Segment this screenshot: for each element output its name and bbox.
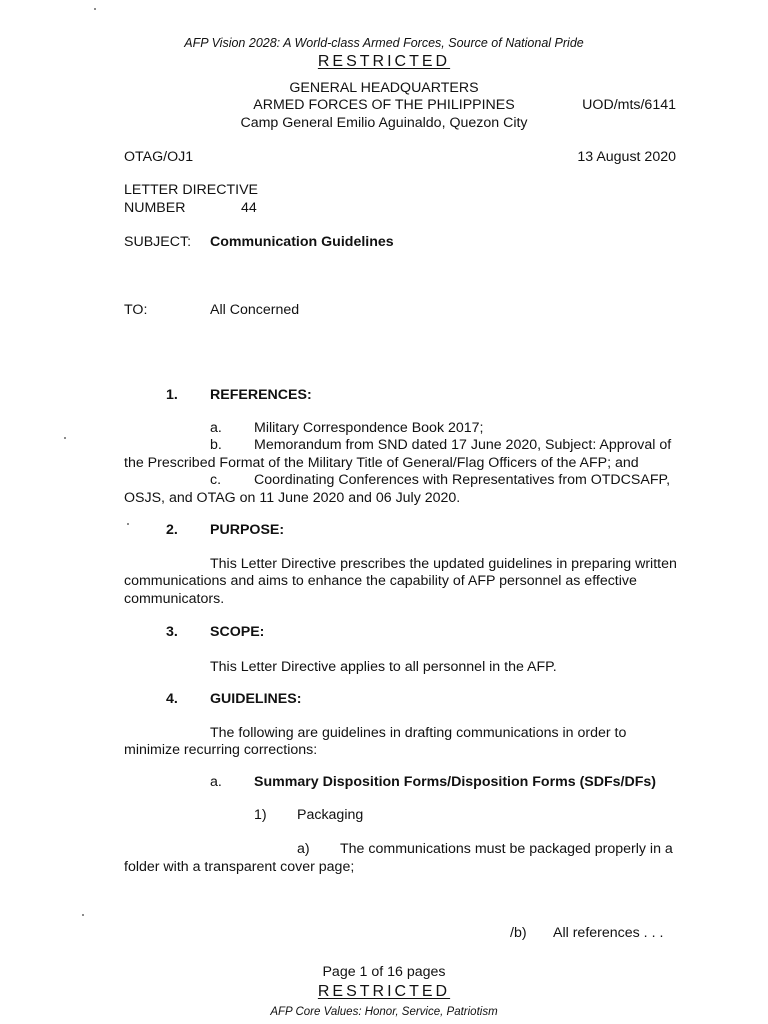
item-a-continuation: folder with a transparent cover page; — [124, 859, 355, 875]
item-1-label: 1) — [254, 807, 267, 823]
purpose-line-2: communications and aims to enhance the capability of AFP personnel as effective — [124, 573, 637, 589]
reference-b-text: Memorandum from SND dated 17 June 2020, Subject: Approval of — [254, 437, 672, 453]
core-values-motto: AFP Core Values: Honor, Service, Patriotism — [270, 1006, 498, 1018]
page-number: Page 1 of 16 pages — [322, 964, 446, 980]
guidelines-line-2: minimize recurring corrections: — [124, 742, 318, 758]
directive-number-value: 44 — [241, 200, 257, 216]
scan-speck — [64, 437, 66, 439]
scan-speck — [94, 8, 96, 10]
purpose-line-3: communicators. — [124, 591, 225, 607]
section-1-title: REFERENCES: — [210, 387, 312, 403]
next-page-cue-text: All references . . . — [553, 925, 664, 941]
header-line-1: GENERAL HEADQUARTERS — [289, 80, 479, 96]
vision-motto: AFP Vision 2028: A World-class Armed Forces, Source of National Pride — [184, 36, 584, 50]
reference-c-continuation: OSJS, and OTAG on 11 June 2020 and 06 July 2020. — [124, 490, 461, 506]
next-page-cue-label: /b) — [510, 925, 527, 941]
reference-a-label: a. — [210, 420, 222, 436]
to-value: All Concerned — [210, 302, 300, 318]
restricted-marking-top: RESTRICTED — [317, 53, 451, 70]
directive-title: LETTER DIRECTIVE — [124, 182, 259, 198]
item-a-text: The communications must be packaged properly in a — [340, 841, 673, 857]
directive-number-label: NUMBER — [124, 200, 186, 216]
section-2-number: 2. — [166, 522, 178, 538]
document-date: 13 August 2020 — [577, 149, 676, 165]
office-code: OTAG/OJ1 — [124, 149, 194, 165]
scope-text: This Letter Directive applies to all personnel in the AFP. — [210, 659, 557, 675]
subsection-a-label: a. — [210, 774, 222, 790]
section-4-number: 4. — [166, 691, 178, 707]
reference-c-label: c. — [210, 472, 222, 488]
reference-code: UOD/mts/6141 — [582, 97, 676, 113]
reference-b-continuation: the Prescribed Format of the Military Title of General/Flag Officers of the AFP; and — [124, 455, 639, 471]
item-a-label: a) — [297, 841, 310, 857]
restricted-marking-bottom: RESTRICTED — [317, 983, 451, 1000]
subsection-a-title: Summary Disposition Forms/Disposition Forms (SDFs/DFs) — [254, 774, 657, 790]
reference-c-text: Coordinating Conferences with Representatives from OTDCSAFP, — [254, 472, 671, 488]
section-1-number: 1. — [166, 387, 178, 403]
subject-label: SUBJECT: — [124, 234, 192, 250]
item-1-title: Packaging — [297, 807, 364, 823]
purpose-line-1: This Letter Directive prescribes the updated guidelines in preparing written — [210, 556, 677, 572]
reference-b-label: b. — [210, 437, 222, 453]
header-line-2: ARMED FORCES OF THE PHILIPPINES — [253, 97, 515, 113]
to-label: TO: — [124, 302, 148, 318]
scan-speck — [82, 914, 84, 916]
scan-speck — [127, 523, 129, 525]
section-2-title: PURPOSE: — [210, 522, 285, 538]
section-3-number: 3. — [166, 624, 178, 640]
subject-value: Communication Guidelines — [210, 234, 394, 250]
section-4-title: GUIDELINES: — [210, 691, 302, 707]
guidelines-line-1: The following are guidelines in drafting communications in order to — [210, 725, 627, 741]
header-line-3: Camp General Emilio Aguinaldo, Quezon City — [240, 115, 528, 131]
reference-a-text: Military Correspondence Book 2017; — [254, 420, 484, 436]
section-3-title: SCOPE: — [210, 624, 265, 640]
